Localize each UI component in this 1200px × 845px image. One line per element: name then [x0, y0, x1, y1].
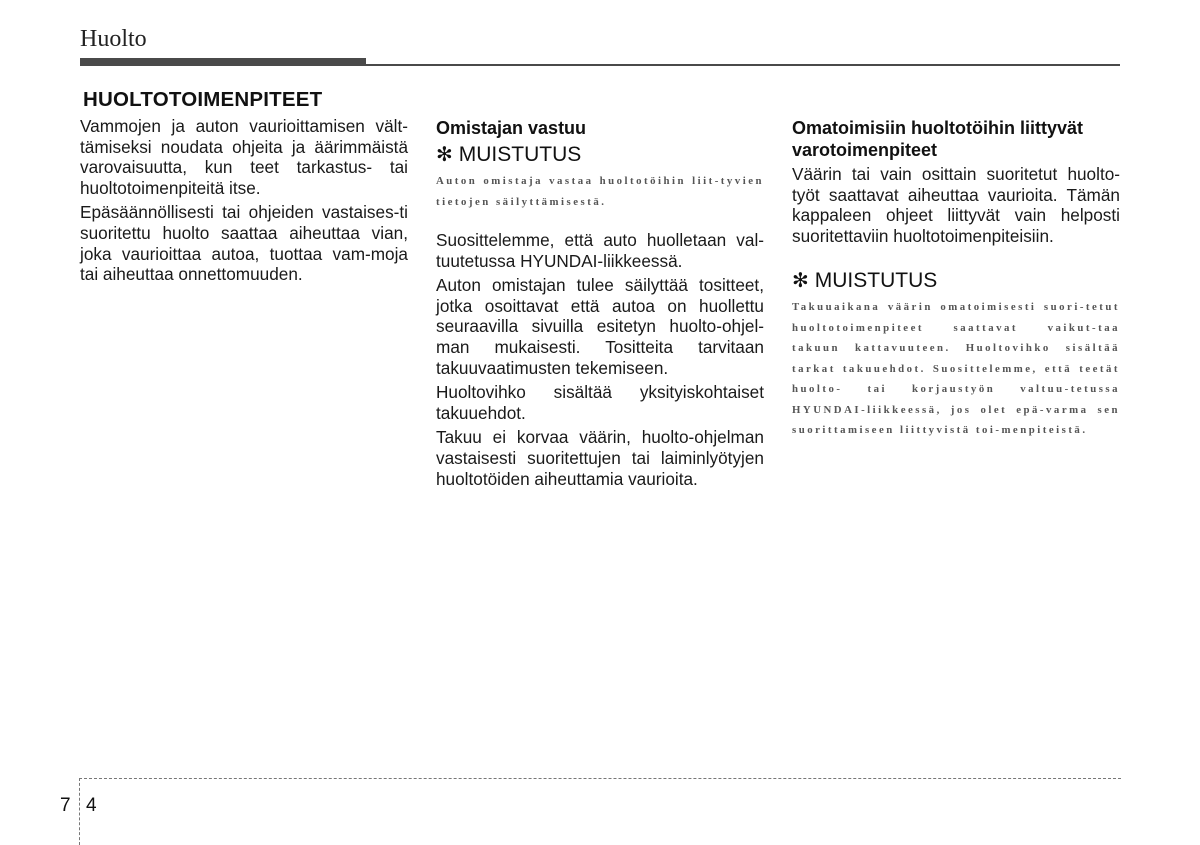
- footer-vertical-divider: [79, 778, 80, 845]
- header-rule-thin: [366, 64, 1120, 66]
- page-header-title: Huolto: [80, 26, 147, 52]
- column-3: [792, 117, 1120, 441]
- paragraph: Epäsäännöllisesti tai ohjeiden vastaises-ti suoritettu huolto saattaa aiheuttaa vian, joka vaurioittaa autoa, tuottaa vam-moja tai aiheuttaa onnettomuuden.: [80, 202, 408, 285]
- paragraph: Takuu ei korvaa väärin, huolto-ohjelman vastaisesti suoritettujen tai laiminlyötyjen huoltotöiden aiheuttamia vaurioita.: [436, 427, 764, 489]
- paragraph: Huoltovihko sisältää yksityiskohtaiset takuuehdot.: [436, 382, 764, 423]
- section-title: HUOLTOTOIMENPITEET: [83, 88, 323, 111]
- paragraph: Auton omistajan tulee säilyttää tositteet, jotka osoittavat että autoa on huollettu seuraavilla sivuilla esitetyn huolto-ohjel-man mukaisesti. Tositteita tarvitaan takuuvaatimusten tekemiseen.: [436, 275, 764, 378]
- note-text: Takuuaikana väärin omatoimisesti suori-tetut huoltotoimenpiteet saattavat vaikut-taa takuun kattavuuteen. Huoltovihko sisältää tarkat takuuehdot. Suosittelemme, että teetät huolto- tai korjaustyön valtuu-tetussa HYUNDAI-liikkeessä, jos olet epä-varma sen suorittamiseen liittyvistä toi-menpiteistä.: [792, 301, 1120, 437]
- asterisk-icon: ✻: [792, 270, 809, 293]
- note-label: MUISTUTUS: [458, 143, 582, 166]
- note-text: Auton omistaja vastaa huoltotöihin liit-tyvien tietojen säilyttämisestä.: [436, 175, 764, 208]
- paragraph: Väärin tai vain osittain suoritetut huolto-työt saattavat aiheuttaa vaurioita. Tämän kappaleen ohjeet liittyvät vain helposti suoritettaviin huoltotoimenpiteisiin.: [792, 164, 1120, 246]
- paragraph: Vammojen ja auton vaurioittamisen vält-tämiseksi noudata ohjeita ja äärimmäistä varovaisuutta, kun teet tarkastus- tai huoltotoimenpiteitä itse.: [80, 116, 408, 198]
- sub-title: Omatoimisiin huoltotöihin liittyvät varotoimenpiteet: [792, 118, 1083, 160]
- asterisk-icon: ✻: [436, 144, 453, 166]
- sub-title: Omistajan vastuu: [436, 118, 587, 138]
- note-heading: [792, 268, 1120, 293]
- page-number: 4: [86, 795, 97, 816]
- paragraph: Suosittelemme, että auto huolletaan val-tuutetussa HYUNDAI-liikkeessä.: [436, 230, 764, 271]
- note-heading: [436, 142, 764, 167]
- footer-divider: [79, 778, 1121, 779]
- chapter-number: 7: [60, 795, 71, 816]
- column-1: [80, 88, 408, 289]
- note-label: MUISTUTUS: [814, 269, 938, 293]
- column-2: [436, 117, 764, 493]
- header-rule-thick: [80, 58, 366, 66]
